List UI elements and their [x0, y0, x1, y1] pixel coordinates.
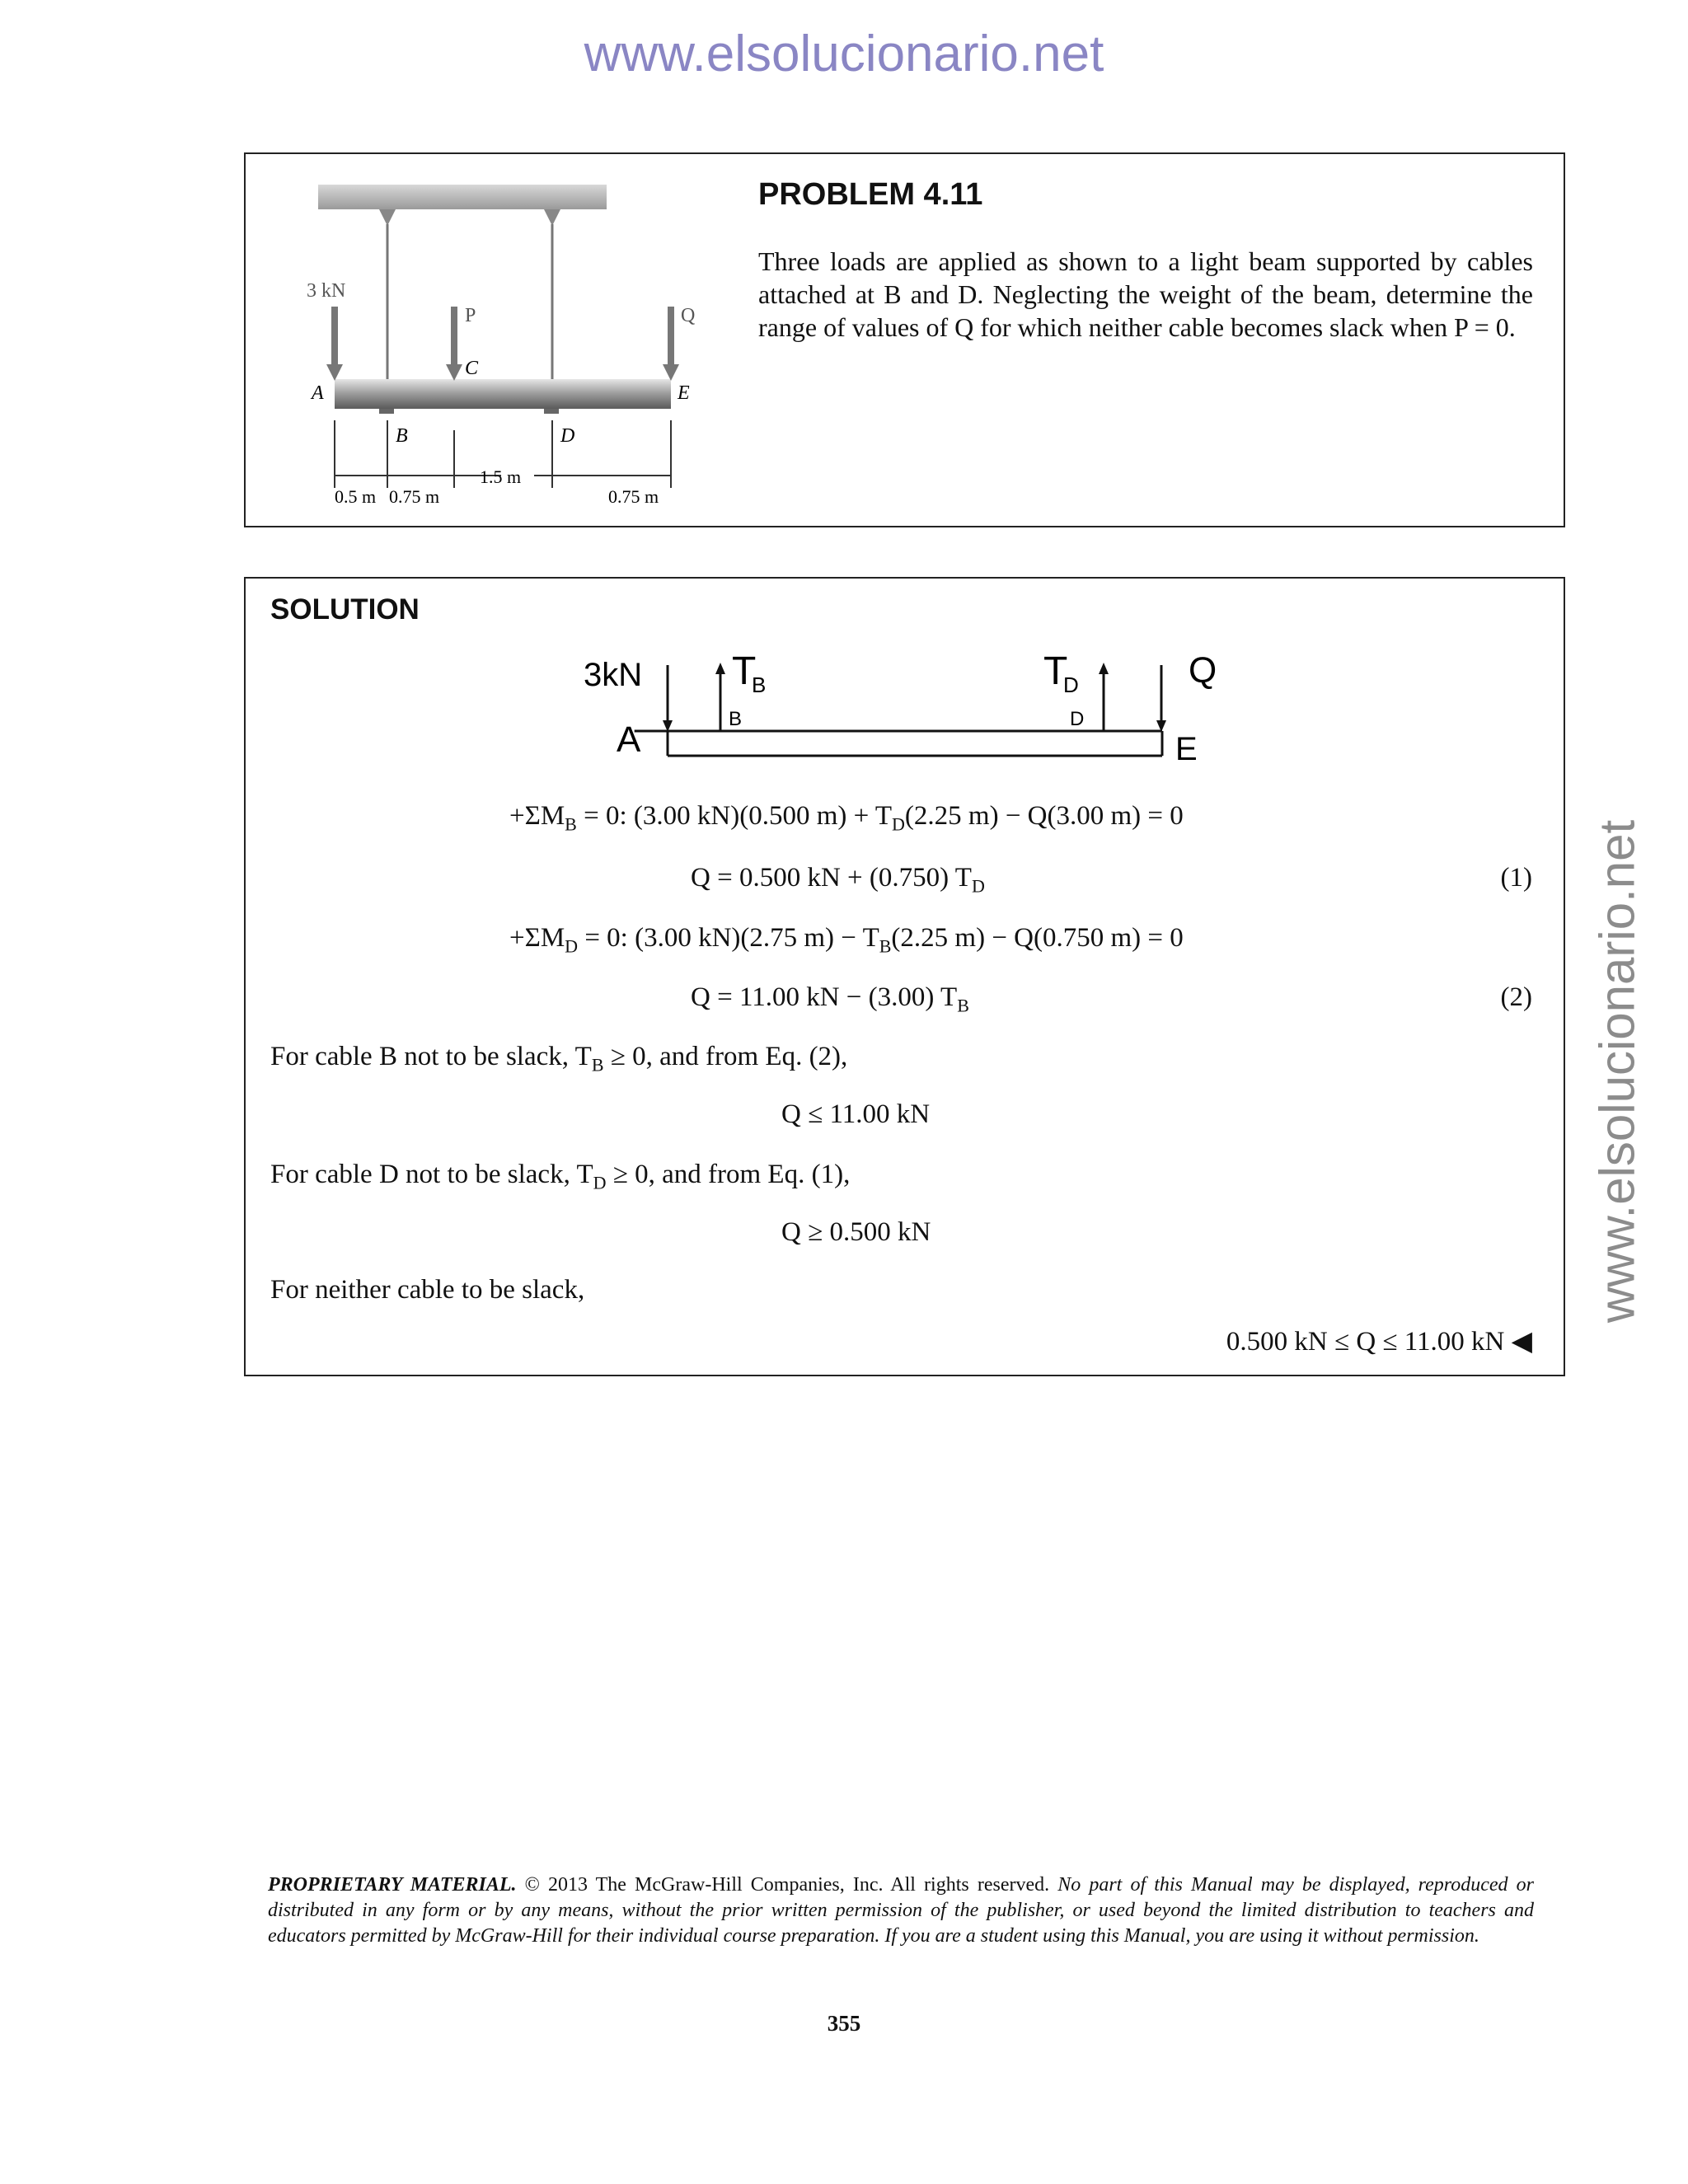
label-b: B — [396, 425, 408, 447]
eq-1: Q = 0.500 kN + (0.750) $T_D$ — [691, 863, 985, 897]
eq-number-2: (2) — [1500, 982, 1532, 1012]
label-a: A — [312, 382, 324, 404]
solution-box — [244, 577, 1565, 1376]
watermark-top[interactable]: www.elsolucionario.net — [584, 26, 1104, 82]
problem-box — [244, 152, 1565, 527]
support-d — [544, 409, 559, 414]
label-p: P — [465, 305, 476, 326]
solution-title: SOLUTION — [270, 593, 420, 626]
neither-slack-statement: For neither cable to be slack, — [270, 1275, 585, 1305]
result-q-max: Q ≤ 11.00 kN — [781, 1099, 931, 1129]
result-q-min: Q ≥ 0.500 kN — [781, 1217, 931, 1247]
final-answer: 0.500 kN ≤ Q ≤ 11.00 kN ◀ — [1226, 1327, 1532, 1357]
dim-0-5: 0.5 m — [335, 486, 377, 507]
sketch-label-tb-sub: B — [752, 673, 767, 697]
ceiling — [318, 185, 607, 209]
label-q: Q — [681, 305, 696, 326]
dim-1-5: 1.5 m — [480, 466, 522, 487]
sketch-label-tb: T — [732, 649, 757, 693]
watermark-side: www.elsolucionario.net — [1589, 819, 1645, 1324]
beam — [335, 379, 671, 409]
sketch-label-3kn: 3kN — [584, 657, 643, 693]
free-body-sketch — [575, 628, 1284, 793]
moment-eq-d: $+\Sigma M_D = 0$: (3.00 kN)(2.75 $m) - T_B(2.25$ m) − Q(0.750 m) = 0 — [509, 923, 1184, 957]
sketch-label-td-sub: D — [1063, 673, 1079, 697]
cable-b-condition: For cable B not to be slack, $T_B \ge 0$, and from Eq. (2), — [270, 1042, 848, 1076]
sketch-label-q: Q — [1189, 650, 1217, 691]
label-d: D — [560, 425, 575, 447]
problem-title: PROBLEM 4.11 — [758, 177, 983, 212]
sketch-label-d: D — [1070, 708, 1085, 730]
cable-d-condition: For cable D not to be slack, $T_D \ge 0$, and from Eq. (1), — [270, 1160, 851, 1193]
sketch-label-e: E — [1175, 731, 1198, 767]
sketch-label-b: B — [729, 708, 743, 730]
label-c: C — [465, 358, 479, 379]
problem-statement: Three loads are applied as shown to a light beam supported by cables attached at B and D. Neglecting the weight of the beam, determine the range of values of Q for which neither cable becomes slack when P = 0. — [758, 246, 1533, 342]
support-b — [379, 409, 394, 414]
dim-0-75-right: 0.75 m — [608, 486, 659, 507]
hanger-d — [544, 209, 560, 226]
sketch-label-td: T — [1043, 649, 1068, 693]
label-3kn: 3 kN — [307, 280, 346, 302]
moment-eq-b: $+\Sigma M_B = 0$: (3.00 kN)(0.500 $m) + T_D(2.25$ m) − Q(3.00 m) = 0 — [509, 801, 1184, 835]
sketch-label-a: A — [617, 719, 641, 760]
eq-2: Q = 11.00 kN − (3.00) $T_B$ — [691, 982, 969, 1016]
eq-number-1: (1) — [1500, 863, 1532, 893]
problem-figure — [279, 158, 696, 521]
page-number: 355 — [827, 2011, 861, 2036]
footer-copyright: PROPRIETARY MATERIAL. © 2013 The McGraw-Hill Companies, Inc. All rights reserved. No part of this Manual may be displayed, reproduced or distributed in any form or by any means, without the prior written permission of the publisher, or used beyond the limited distribution to teachers and educators permitted by McGraw-Hill for their individual course preparation. If you are a student using this Manual, you are using it without permission. — [268, 1874, 1534, 1947]
label-e: E — [678, 382, 690, 404]
dim-0-75-left: 0.75 m — [389, 486, 440, 507]
hanger-b — [379, 209, 396, 226]
